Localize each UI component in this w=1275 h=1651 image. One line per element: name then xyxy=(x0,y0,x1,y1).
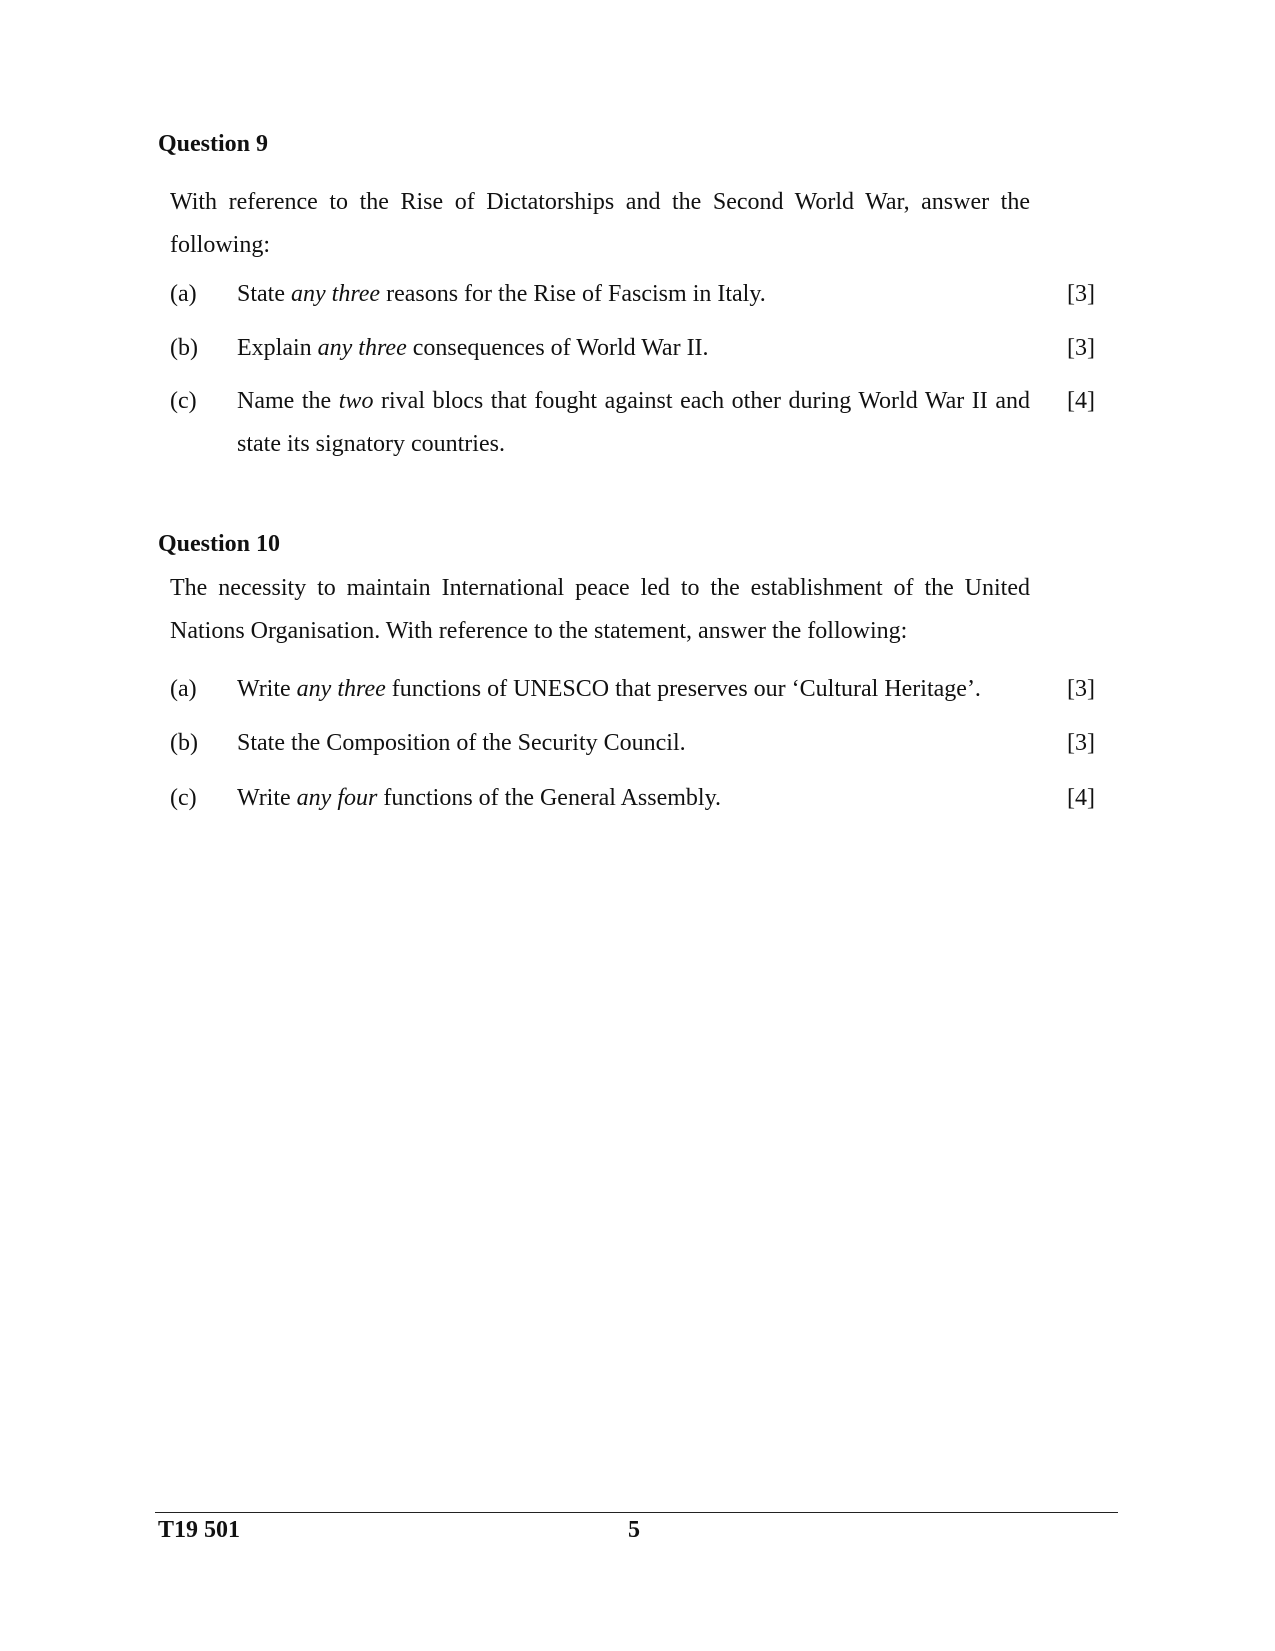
part-marks: [3] xyxy=(1067,281,1095,307)
part-label: (c) xyxy=(170,785,197,811)
question-10-title: Question 10 xyxy=(158,531,281,557)
part-marks: [4] xyxy=(1067,388,1095,414)
part-label: (a) xyxy=(170,676,197,702)
part-text: State the Composition of the Security Council. xyxy=(237,730,686,756)
footer-rule xyxy=(155,1512,1118,1513)
part-text: Write any four functions of the General Assembly. xyxy=(237,785,722,811)
question-9-intro: With reference to the Rise of Dictatorships and the Second World War, answer the following: xyxy=(170,189,1030,258)
part-label: (a) xyxy=(170,281,197,307)
part-text: Name the two rival blocs that fought against each other during World War II and state its signatory countries. xyxy=(237,388,1031,457)
part-label: (c) xyxy=(170,388,197,414)
part-marks: [3] xyxy=(1067,730,1095,756)
part-text: State any three reasons for the Rise of Fascism in Italy. xyxy=(237,281,766,307)
part-marks: [3] xyxy=(1067,335,1095,361)
part-marks: [4] xyxy=(1067,785,1095,811)
part-label: (b) xyxy=(170,335,198,361)
part-label: (b) xyxy=(170,730,198,756)
question-9-title: Question 9 xyxy=(158,131,269,157)
page-number: 5 xyxy=(628,1517,640,1543)
part-marks: [3] xyxy=(1067,676,1095,702)
part-text: Write any three functions of UNESCO that preserves our ‘Cultural Heritage’. xyxy=(237,676,981,702)
part-text: Explain any three consequences of World War II. xyxy=(237,335,709,361)
question-10-intro: The necessity to maintain International peace led to the establishment of the United Nations Organisation. With reference to the statement, answer the following: xyxy=(170,575,1030,644)
paper-code: T19 501 xyxy=(158,1517,241,1543)
